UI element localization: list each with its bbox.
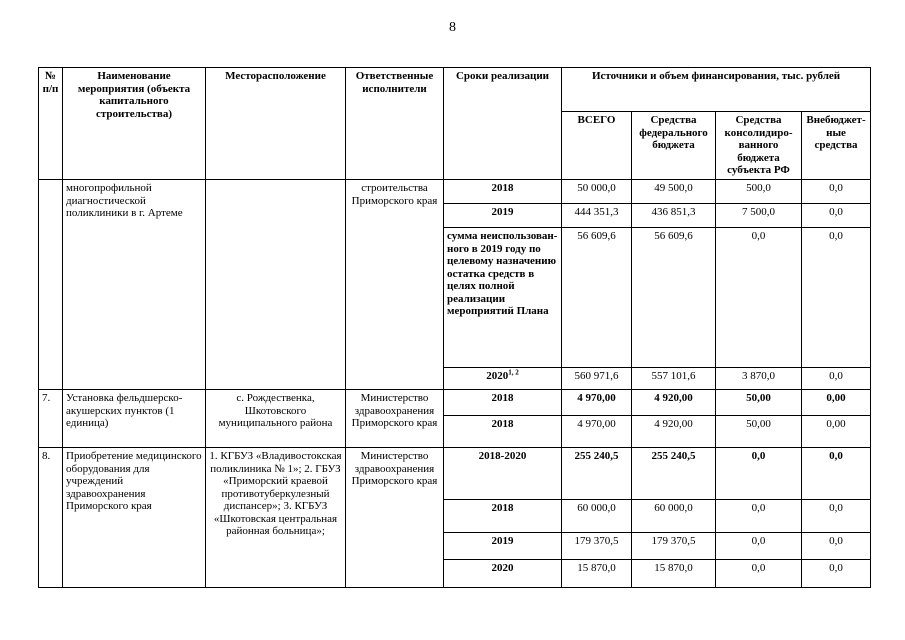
row-extra: 0,0 <box>802 204 871 228</box>
row-period: 2019 <box>444 204 562 228</box>
row-total: 444 351,3 <box>562 204 632 228</box>
row-federal: 255 240,5 <box>632 448 716 500</box>
row-period: 2018 <box>444 180 562 204</box>
row-total: 4 970,00 <box>562 390 632 416</box>
row-federal: 4 920,00 <box>632 416 716 448</box>
row-regional: 0,0 <box>716 500 802 533</box>
row-federal: 436 851,3 <box>632 204 716 228</box>
row-federal: 49 500,0 <box>632 180 716 204</box>
col-period-header: Сроки реализации <box>444 68 562 180</box>
row-period: 2018-2020 <box>444 448 562 500</box>
row-federal: 4 920,00 <box>632 390 716 416</box>
row-extra: 0,00 <box>802 416 871 448</box>
row-extra: 0,0 <box>802 368 871 390</box>
row-period: 2019 <box>444 533 562 560</box>
row-name: многопрофильной диагностической поликлиники в г. Артеме <box>63 180 206 390</box>
row-responsible: строительства Приморского края <box>346 180 444 390</box>
col-location-header: Месторасположение <box>206 68 346 180</box>
row-regional: 500,0 <box>716 180 802 204</box>
row-total: 56 609,6 <box>562 228 632 368</box>
row-period: 2018 <box>444 416 562 448</box>
period-value: 2020 <box>486 370 509 382</box>
row-federal: 557 101,6 <box>632 368 716 390</box>
table-row <box>39 180 871 204</box>
row-federal: 15 870,0 <box>632 560 716 588</box>
col-num-header: № п/п <box>39 68 63 180</box>
row-num: 8. <box>39 448 63 588</box>
row-period <box>444 368 562 390</box>
row-regional: 50,00 <box>716 416 802 448</box>
row-total: 179 370,5 <box>562 533 632 560</box>
row-extra: 0,0 <box>802 180 871 204</box>
row-name: Установка фельдшерско-акушерских пунктов (1 единица) <box>63 390 206 448</box>
row-extra: 0,0 <box>802 500 871 533</box>
table-row <box>39 390 871 416</box>
row-total: 60 000,0 <box>562 500 632 533</box>
header-row-1 <box>39 68 871 112</box>
row-extra: 0,0 <box>802 560 871 588</box>
row-regional: 50,00 <box>716 390 802 416</box>
row-period: 2018 <box>444 500 562 533</box>
table-row <box>39 448 871 500</box>
row-total: 50 000,0 <box>562 180 632 204</box>
col-funding-header: Источники и объем финансирования, тыс. рублей <box>562 68 871 112</box>
row-location <box>206 180 346 390</box>
row-total: 255 240,5 <box>562 448 632 500</box>
row-regional: 0,0 <box>716 228 802 368</box>
row-regional: 0,0 <box>716 533 802 560</box>
row-period: 2018 <box>444 390 562 416</box>
page-number: 8 <box>449 20 456 35</box>
row-location: с. Рождественка, Шкотовского муниципального района <box>206 390 346 448</box>
col-federal-header: Средства федерального бюджета <box>632 112 716 180</box>
row-federal: 56 609,6 <box>632 228 716 368</box>
row-num <box>39 180 63 390</box>
row-total: 560 971,6 <box>562 368 632 390</box>
col-regional-header: Средства консолидиро-ванного бюджета субъекта РФ <box>716 112 802 180</box>
row-period-note: сумма неиспользован-ного в 2019 году по целевому назначению остатка средств в целях полной реализации мероприятий Плана <box>444 228 562 368</box>
row-extra: 0,00 <box>802 390 871 416</box>
row-federal: 179 370,5 <box>632 533 716 560</box>
row-extra: 0,0 <box>802 448 871 500</box>
row-responsible: Министерство здравоохранения Приморского края <box>346 390 444 448</box>
col-name-header: Наименование мероприятия (объекта капитального строительства) <box>63 68 206 180</box>
row-federal: 60 000,0 <box>632 500 716 533</box>
col-total-header: ВСЕГО <box>562 112 632 180</box>
funding-table <box>38 67 871 588</box>
row-num: 7. <box>39 390 63 448</box>
row-location: 1. КГБУЗ «Владивостокская поликлиника № 1»; 2. ГБУЗ «Приморский краевой противотуберкулезный диспансер»; 3. КГБУЗ «Шкотовская центральная районная больница»; <box>206 448 346 588</box>
footnote-marker: 1, 2 <box>508 368 519 377</box>
row-total: 4 970,00 <box>562 416 632 448</box>
row-total: 15 870,0 <box>562 560 632 588</box>
row-responsible: Министерство здравоохранения Приморского края <box>346 448 444 588</box>
row-regional: 0,0 <box>716 448 802 500</box>
row-period: 2020 <box>444 560 562 588</box>
row-regional: 0,0 <box>716 560 802 588</box>
row-extra: 0,0 <box>802 533 871 560</box>
row-name: Приобретение медицинского оборудования для учреждений здравоохранения Приморского края <box>63 448 206 588</box>
row-regional: 3 870,0 <box>716 368 802 390</box>
row-extra: 0,0 <box>802 228 871 368</box>
row-regional: 7 500,0 <box>716 204 802 228</box>
col-extra-header: Внебюджет-ные средства <box>802 112 871 180</box>
col-responsible-header: Ответственные исполнители <box>346 68 444 180</box>
